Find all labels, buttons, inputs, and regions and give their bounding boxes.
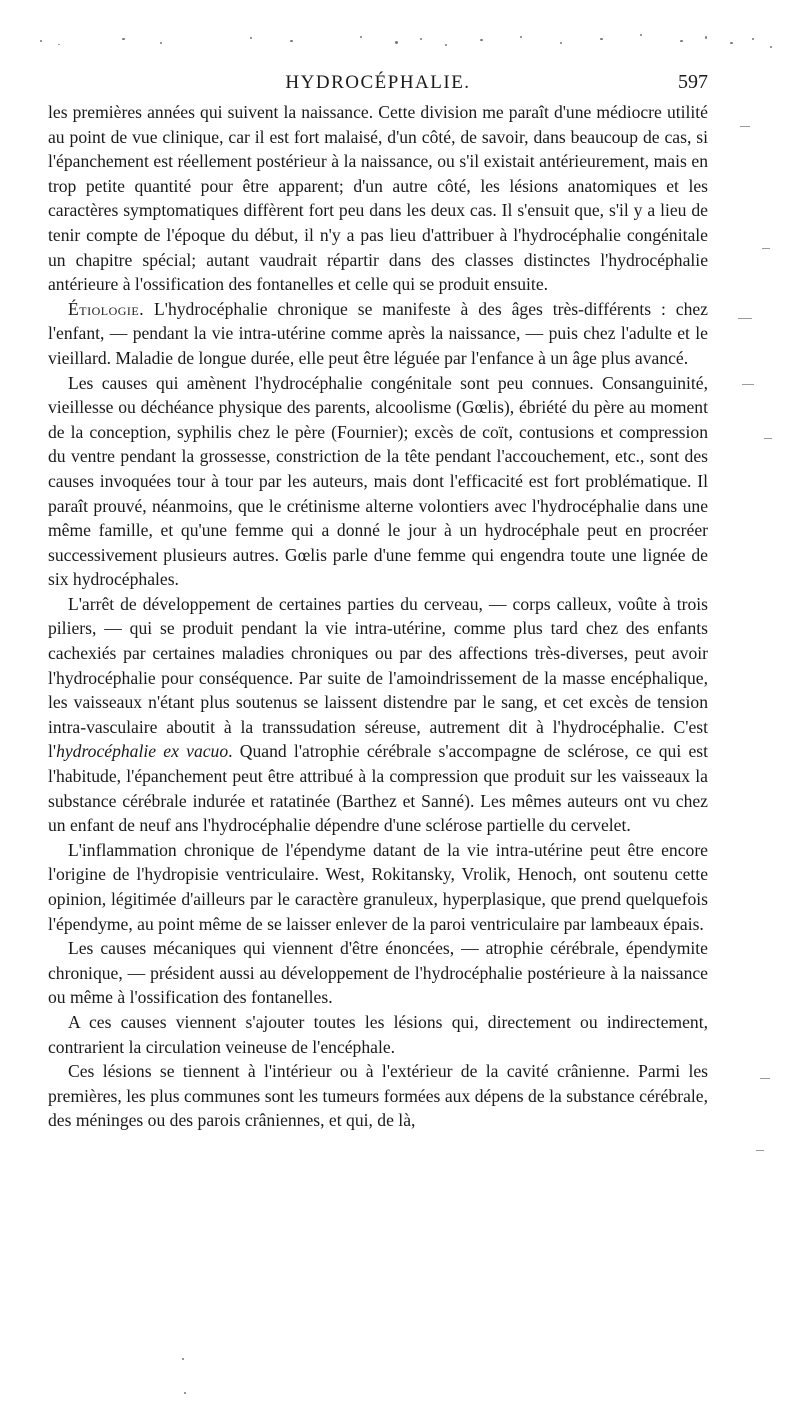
paragraph-etiologie — [48, 297, 708, 371]
running-header — [48, 68, 708, 100]
paragraph-4-part-2: . Quand l'atrophie cérébrale s'accompagne de sclérose, ce qui est l'habitude, l'épanchement peut être attribué à la compression que produit sur les vaisseaux la substance cérébrale indurée et ratatinée (Barthez et Sanné). Les mêmes auteurs ont vu chez un enfant de neuf ans l'hydrocéphalie dépendre d'une sclérose partielle du cervelet. — [48, 741, 708, 836]
paragraph-8: Ces lésions se tiennent à l'intérieur ou à l'extérieur de la cavité crânienne. Parmi les premières, les plus communes sont les tumeurs formées aux dépens de la substance cérébrale, des méninges ou des parois crâniennes, et qui, de là, — [48, 1061, 708, 1131]
paragraph-4-part-1: L'arrêt de développement de certaines parties du cerveau, — corps calleux, voûte à trois piliers, — qui se produit pendant la vie intra-utérine, comme plus tard chez des enfants cachexiés par certaines maladies chroniques ou par des affections très-diverses, peut avoir l'hydrocéphalie pour conséquence. Par suite de l'amoindrissement de la masse encéphalique, les vaisseaux n'étant plus soutenus se laissent distendre par le sang, et cet excès de tension intra-vasculaire aboutit à la transsudation séreuse, autrement dit à l'hydrocéphalie. C'est l' — [48, 593, 708, 762]
body-text — [48, 100, 708, 1133]
running-title: HYDROCÉPHALIE. — [285, 72, 471, 93]
paragraph-etiologie-text: L'hydrocéphalie chronique se manifeste à des âges très-différents : chez l'enfant, — pendant la vie intra-utérine comme après la naissance, — puis chez l'adulte et le vieillard. Maladie de longue durée, elle peut être léguée par l'enfance à un âge plus avancé. — [48, 298, 708, 368]
paragraph-3: Les causes qui amènent l'hydrocéphalie congénitale sont peu connues. Consanguinité, vieillesse ou déchéance physique des parents, alcoolisme (Gœlis), ébriété du père au moment de la conception, syphilis chez le père (Fournier); excès de coït, contusions et compression du ventre pendant la grossesse, constriction de la tête pendant l'accouchement, etc., sont des causes invoquées tour à tour par les auteurs, mais dont l'efficacité est fort problématique. Il paraît prouvé, néanmoins, que le crétinisme alterne volontiers avec l'hydrocéphalie dans une même famille, et qu'une femme qui a donné le jour à un hydrocéphale peut en procréer successivement plusieurs autres. Gœlis parle d'une femme qui engendra toute une lignée de six hydrocéphales. — [48, 372, 708, 590]
paragraph-5: L'inflammation chronique de l'épendyme datant de la vie intra-utérine peut être encore l'origine de l'hydropisie ventriculaire. West, Rokitansky, Vrolik, Henoch, ont soutenu cette opinion, légitimée d'ailleurs par le caractère granuleux, hyperplasique, que prend quelquefois l'épendyme, au point même de se laisser enlever de la paroi ventriculaire par lambeaux épais. — [48, 839, 708, 934]
italic-term: hydrocéphalie ex vacuo — [56, 741, 229, 762]
paragraph-6: Les causes mécaniques qui viennent d'être énoncées, — atrophie cérébrale, épendymite chronique, — président aussi au développement de l'hydrocéphalie postérieure à la naissance ou même à l'ossification des fontanelles. — [48, 938, 708, 1008]
paragraph-4 — [48, 592, 708, 838]
page-number: 597 — [678, 71, 708, 93]
paragraph-7: A ces causes viennent s'ajouter toutes les lésions qui, directement ou indirectement, contrarient la circulation veineuse de l'encéphale. — [48, 1011, 708, 1057]
paragraph-1: les premières années qui suivent la naissance. Cette division me paraît d'une médiocre utilité au point de vue clinique, car il est fort malaisé, d'un côté, de savoir, dans beaucoup de cas, si l'épanchement est réellement postérieur à la naissance, ou s'il existait antérieurement, mais en trop petite quantité pour être apparent; d'un autre côté, les lésions anatomiques et les caractères symptomatiques diffèrent fort peu dans les deux cas. Il s'ensuit que, s'il y a lieu de tenir compte de l'époque du début, il n'y a pas lieu d'attribuer à l'hydrocéphalie congénitale un chapitre spécial; autant vaudrait répartir dans des classes distinctes l'hydrocéphalie antérieure à l'ossification des fontanelles et celle qui se produit ensuite. — [48, 102, 708, 295]
section-heading-etiologie: Étiologie. — [68, 298, 145, 319]
